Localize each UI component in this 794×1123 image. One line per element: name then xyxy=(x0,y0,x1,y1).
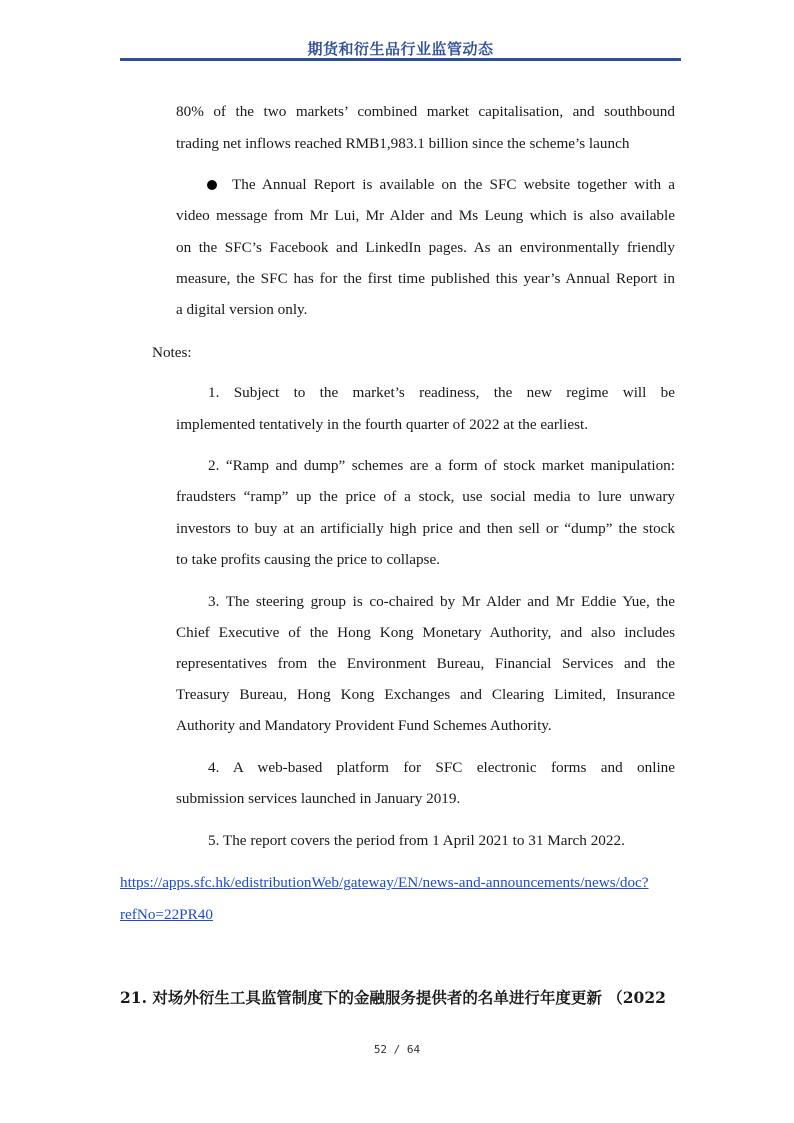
note-2-line: investors to buy at an artificially high price and then sell or “dump” the stock xyxy=(176,520,675,537)
note-2-line: 2. “Ramp and dump” schemes are a form of stock market manipulation: xyxy=(208,457,675,474)
note-3-line: Authority and Mandatory Provident Fund Schemes Authority. xyxy=(176,717,552,734)
bullet-line: measure, the SFC has for the first time published this year’s Annual Report in xyxy=(176,270,675,287)
note-4-line: submission services launched in January 2019. xyxy=(176,790,461,807)
note-1-line: implemented tentatively in the fourth quarter of 2022 at the earliest. xyxy=(176,416,589,433)
page-number: 52 / 64 xyxy=(373,1043,421,1056)
note-3-line: Treasury Bureau, Hong Kong Exchanges and Clearing Limited, Insurance xyxy=(176,686,675,703)
bullet-line: on the SFC’s Facebook and LinkedIn pages. As an environmentally friendly xyxy=(176,239,675,256)
source-link[interactable]: refNo=22PR40 xyxy=(120,906,213,923)
note-3-line: 3. The steering group is co-chaired by Mr Alder and Mr Eddie Yue, the xyxy=(208,593,675,610)
note-3-line: representatives from the Environment Bureau, Financial Services and the xyxy=(176,655,675,672)
notes-label: Notes: xyxy=(152,344,192,361)
body-line: trading net inflows reached RMB1,983.1 billion since the scheme’s launch xyxy=(176,135,630,152)
source-link[interactable]: https://apps.sfc.hk/edistributionWeb/gateway/EN/news-and-announcements/news/doc? xyxy=(120,874,649,891)
bullet-line: The Annual Report is available on the SFC website together with a xyxy=(232,176,675,193)
note-2-line: to take profits causing the price to collapse. xyxy=(176,551,441,568)
section-heading: 21. 对场外衍生工具监管制度下的金融服务提供者的名单进行年度更新 （2022 xyxy=(120,988,666,1007)
running-header-title: 期货和衍生品行业监管动态 xyxy=(307,40,494,58)
note-5-line: 5. The report covers the period from 1 April 2021 to 31 March 2022. xyxy=(208,832,625,849)
note-4-line: 4. A web-based platform for SFC electronic forms and online xyxy=(208,759,675,776)
header-rule xyxy=(120,58,681,61)
bullet-line: video message from Mr Lui, Mr Alder and Ms Leung which is also available xyxy=(176,207,675,224)
bullet-line: a digital version only. xyxy=(176,301,308,318)
body-line: 80% of the two markets’ combined market capitalisation, and southbound xyxy=(176,103,675,120)
bullet-dot-icon xyxy=(207,180,217,190)
note-1-line: 1. Subject to the market’s readiness, the new regime will be xyxy=(208,384,675,401)
note-3-line: Chief Executive of the Hong Kong Monetary Authority, and also includes xyxy=(176,624,675,641)
note-2-line: fraudsters “ramp” up the price of a stock, use social media to lure unwary xyxy=(176,488,675,505)
